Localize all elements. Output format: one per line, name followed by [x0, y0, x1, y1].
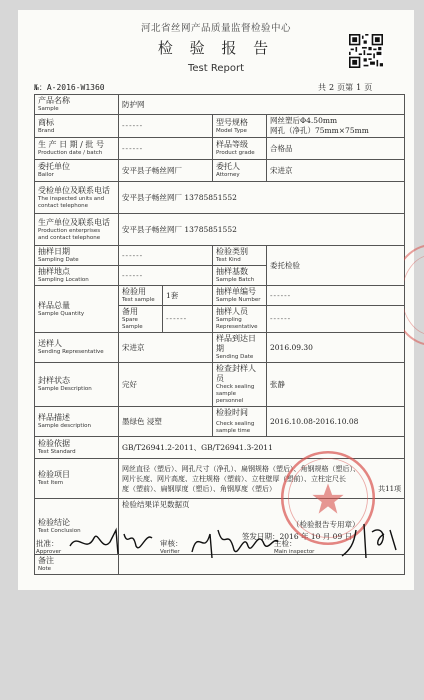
value-model: 网丝塑后Φ4.50mm 网孔（净孔）75mm×75mm: [267, 115, 405, 138]
value-sample-number: ------: [267, 286, 405, 306]
label-sealing-person: 检查封样人员 Check sealing sample personnel: [213, 363, 267, 407]
value-test-kind: 委托检验: [267, 246, 405, 286]
value-sampling-rep: ------: [267, 306, 405, 333]
approver-signature-icon: [66, 524, 156, 558]
value-sealing-person: 张静: [267, 363, 405, 407]
qr-code-icon: [349, 34, 383, 68]
verifier-signature-icon: [188, 522, 280, 560]
value-test-item: 网丝直径（塑后）、网孔尺寸（净孔）、扁钢规格（塑后）、角钢规格（塑后）、 网片长度、网片高度、立柱规格（塑前）、立柱壁厚（塑前）、立柱定尺长 度（塑前）、扁钢厚度（塑后）、角钢厚度（塑后） 共11项: [119, 459, 405, 499]
label-test-sample: 检验用 Test sample: [119, 286, 163, 306]
label-sample-number: 抽样单编号 Sample Number: [213, 286, 267, 306]
value-production-date: ------: [119, 138, 213, 160]
value-brand: ------: [119, 115, 213, 138]
value-test-time: 2016.10.08-2016.10.08: [267, 407, 405, 437]
report-page: [18, 10, 414, 590]
label-remark: 备注 Note: [35, 555, 119, 575]
value-sampling-location: ------: [119, 266, 213, 286]
label-sample-description: 封样状态 Sample Description: [35, 363, 119, 407]
main-inspector-label: 主检： Main inspector: [274, 539, 315, 555]
value-spare-sample: ------: [163, 306, 213, 333]
verifier-label: 审核： Verifier: [160, 539, 183, 555]
label-sending-date: 样品到达日期 Sending Date: [213, 333, 267, 363]
organization-name: 河北省丝网产品质量监督检验中心: [140, 23, 291, 34]
value-client: 安平县子畅丝网厂: [119, 160, 213, 182]
label-test-standard: 检验依据 Test Standard: [35, 437, 119, 459]
label-test-time: 检验时间 Check sealing sample time: [213, 407, 267, 437]
value-sampling-date: ------: [119, 246, 213, 266]
value-inspected-unit: 安平县子畅丝网厂 13785851552: [119, 182, 405, 214]
report-title-cn: 检 验 报 告: [157, 39, 275, 57]
page-indicator: 共 2 页第 1 页: [318, 83, 373, 92]
label-conclusion: 检验结论 Test Conclusion: [35, 499, 119, 555]
label-test-item: 检验项目 Test Item: [35, 459, 119, 499]
value-sending-rep: 宋进京: [119, 333, 213, 363]
seam-seal-icon: [404, 240, 424, 350]
label-product-name: 产品名称 Sample: [35, 95, 119, 115]
label-sampling-location: 抽样地点 Sampling Location: [35, 266, 119, 286]
approver-label: 批准： Approver: [36, 539, 62, 555]
label-sampling-rep: 抽样人员 Sampling Representative: [213, 306, 267, 333]
label-test-kind: 检验类别 Test Kind: [213, 246, 267, 266]
label-sample-quantity: 样品总量 Sample Quantity: [35, 286, 119, 333]
value-production-unit: 安平县子畅丝网厂 13785851552: [119, 214, 405, 246]
label-brand: 商标 Brand: [35, 115, 119, 138]
label-attorney: 委托人 Attorney: [213, 160, 267, 182]
label-sample-state: 样品描述 Sample description: [35, 407, 119, 437]
label-production-unit: 生产单位及联系电话 Production enterprises and contact telephone: [35, 214, 119, 246]
label-sample-batch: 抽样基数 Sample Batch: [213, 266, 267, 286]
label-model: 型号规格 Model Type: [213, 115, 267, 138]
value-conclusion: 检验结果详见数据页 （检验报告专用章） 签发日期：2016 年 10 月 09 日: [119, 499, 405, 555]
label-inspected-unit: 受检单位及联系电话 The inspected units and contact telephone: [35, 182, 119, 214]
label-spare-sample: 备用 Spare Sample: [119, 306, 163, 333]
label-client: 委托单位 Bailor: [35, 160, 119, 182]
report-title-en: Test Report: [187, 63, 245, 74]
value-sample-description: 完好: [119, 363, 213, 407]
value-test-sample: 1套: [163, 286, 213, 306]
value-product-name: 防护网: [119, 95, 405, 115]
value-grade: 合格品: [267, 138, 405, 160]
main-inspector-signature-icon: [336, 520, 406, 560]
label-sampling-date: 抽样日期 Sampling Date: [35, 246, 119, 266]
label-grade: 样品等级 Product grade: [213, 138, 267, 160]
value-sample-state: 墨绿色 浸塑: [119, 407, 213, 437]
label-sending-rep: 送样人 Sending Representative: [35, 333, 119, 363]
value-sending-date: 2016.09.30: [267, 333, 405, 363]
value-test-standard: GB/T26941.2-2011、GB/T26941.3-2011: [119, 437, 405, 459]
label-production-date: 生 产 日 期 / 批 号 Production date / batch: [35, 138, 119, 160]
value-attorney: 宋进京: [267, 160, 405, 182]
report-number: №：A-2016-W1360: [34, 83, 105, 92]
